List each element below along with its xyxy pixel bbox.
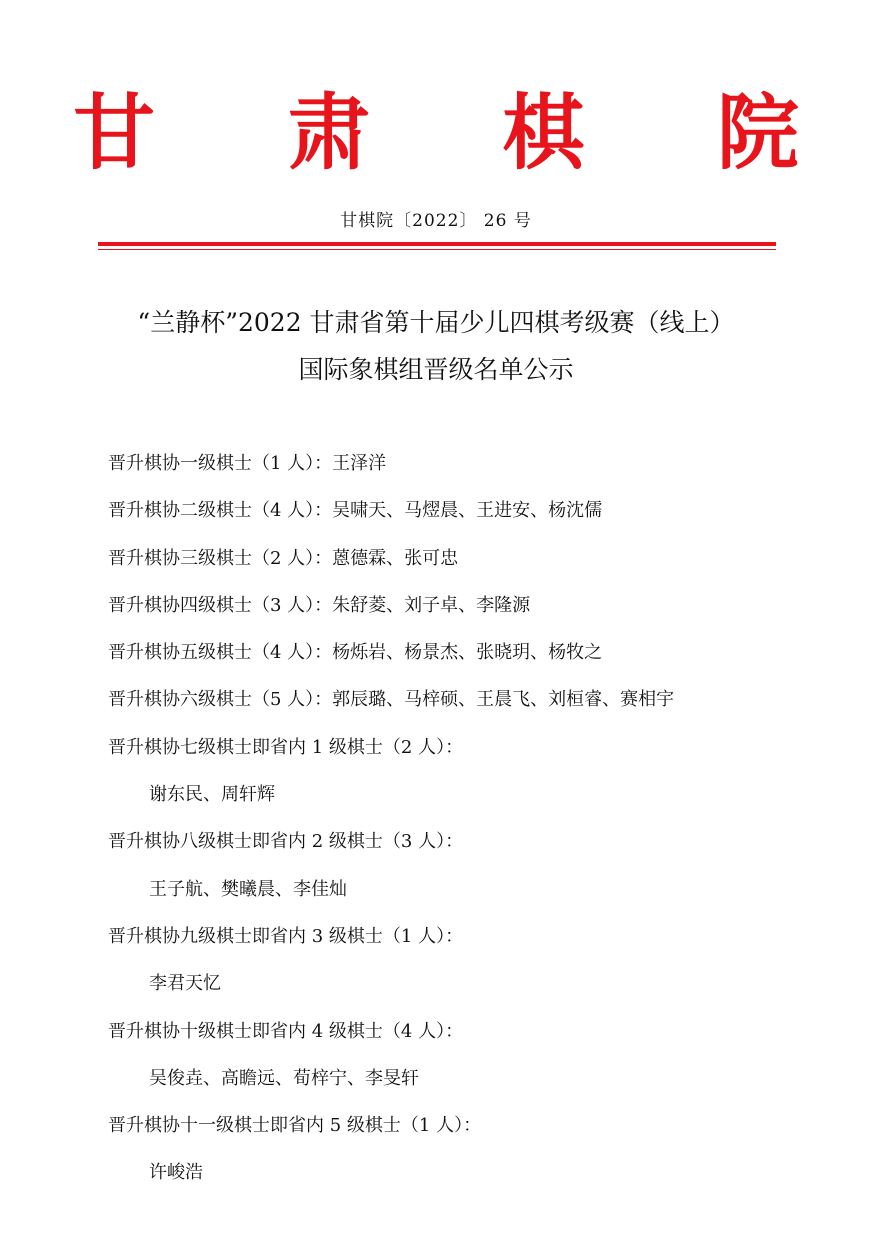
promotion-heading-level-9: 晋升棋协九级棋士即省内 3 级棋士（1 人）：: [108, 925, 464, 947]
document-number: 甘棋院〔2022〕 26 号: [340, 211, 532, 231]
document-title-line-1: “兰静杯”2022 甘肃省第十届少儿四棋考级赛（线上）: [137, 308, 735, 337]
promotion-line-level-5: 晋升棋协五级棋士（4 人）：杨烁岩、杨景杰、张晓玥、杨牧之: [108, 642, 603, 664]
document-title-line-2: 国际象棋组晋级名单公示: [298, 355, 574, 384]
promotion-names-level-9: 李君天忆: [149, 973, 221, 995]
promotion-names-level-11: 许峻浩: [149, 1162, 203, 1184]
promotion-line-level-2: 晋升棋协二级棋士（4 人）：吴啸天、马熤晨、王进安、杨沈儒: [108, 500, 603, 522]
promotion-line-level-6: 晋升棋协六级棋士（5 人）：郭辰璐、马梓硕、王晨飞、刘桓睿、赛相宇: [108, 689, 675, 711]
red-divider-thick: [98, 242, 776, 246]
promotion-line-level-4: 晋升棋协四级棋士（3 人）：朱舒菱、刘子卓、李隆源: [108, 594, 531, 616]
promotion-line-level-1: 晋升棋协一级棋士（1 人）：王泽洋: [108, 453, 387, 474]
promotion-names-level-8: 王子航、樊曦晨、李佳灿: [149, 878, 347, 900]
promotion-heading-level-7: 晋升棋协七级棋士即省内 1 级棋士（2 人）：: [108, 736, 464, 758]
promotion-heading-level-8: 晋升棋协八级棋士即省内 2 级棋士（3 人）：: [108, 831, 464, 853]
promotion-heading-level-11: 晋升棋协十一级棋士即省内 5 级棋士（1 人）：: [108, 1115, 482, 1137]
promotion-list: [108, 452, 808, 1209]
promotion-line-level-3: 晋升棋协三级棋士（2 人）：蒽德霖、张可忠: [108, 547, 459, 569]
red-divider-thin: [98, 249, 776, 250]
org-masthead: 甘 肃 棋 院: [73, 85, 851, 181]
promotion-names-level-10: 吴俊垚、高瞻远、荀梓宁、李旻轩: [149, 1067, 419, 1089]
promotion-heading-level-10: 晋升棋协十级棋士即省内 4 级棋士（4 人）：: [108, 1020, 464, 1042]
promotion-names-level-7: 谢东民、周轩辉: [149, 784, 275, 806]
